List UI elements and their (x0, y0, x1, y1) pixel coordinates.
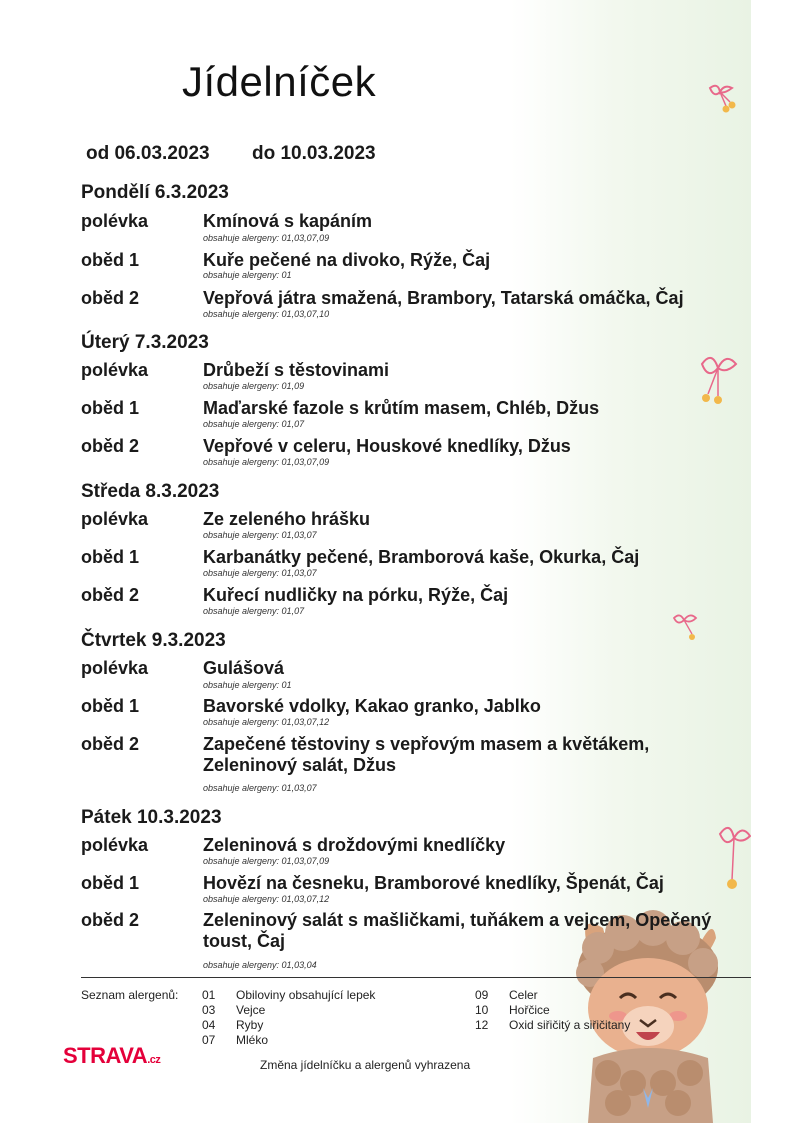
allergen-code: 09 (475, 988, 489, 1002)
meal-label: polévka (81, 509, 149, 529)
day-heading: Úterý 7.3.2023 (81, 332, 209, 353)
logo-brand: STRAVA (63, 1043, 148, 1068)
meal-text: Kuřecí nudličky na pórku, Rýže, Čaj (203, 585, 509, 605)
meal-text: Kmínová s kapáním (203, 211, 373, 231)
meal-text: Karbanátky pečené, Bramborová kaše, Okurka, Čaj (203, 547, 640, 567)
meal-text: Gulášová (203, 658, 285, 678)
meal-text: Kuře pečené na divoko, Rýže, Čaj (203, 250, 491, 270)
meal-label: oběd 1 (81, 873, 140, 893)
allergen-name: Mléko (236, 1033, 269, 1047)
divider (81, 977, 751, 978)
allergen-name: Hořčice (509, 1003, 550, 1017)
meal-allergens: obsahuje alergeny: 01,03,07 (203, 568, 317, 578)
meal-text: Drůbeží s těstovinami (203, 360, 390, 380)
allergen-name: Celer (509, 988, 538, 1002)
day-heading: Středa 8.3.2023 (81, 481, 220, 502)
meal-label: oběd 1 (81, 398, 140, 418)
meal-label: polévka (81, 835, 149, 855)
meal-label: polévka (81, 658, 149, 678)
meal-text: Hovězí na česneku, Bramborové knedlíky, Špenát, Čaj (203, 873, 664, 893)
allergen-name: Oxid siřičitý a siřičitany (509, 1018, 631, 1032)
allergen-legend-title: Seznam alergenů: (81, 988, 179, 1002)
cherry-ribbon-decoration (668, 610, 708, 645)
allergen-code: 07 (202, 1033, 216, 1047)
meal-allergens: obsahuje alergeny: 01,03,07,09 (203, 457, 330, 467)
meal-label: oběd 1 (81, 696, 140, 716)
meal-allergens: obsahuje alergeny: 01,03,07 (203, 530, 317, 540)
meal-allergens: obsahuje alergeny: 01,03,07,12 (203, 717, 330, 727)
allergen-name: Ryby (236, 1018, 264, 1032)
meal-allergens: obsahuje alergeny: 01,07 (203, 606, 305, 616)
meal-label: oběd 2 (81, 585, 140, 605)
meal-allergens: obsahuje alergeny: 01,09 (203, 381, 305, 391)
meal-allergens: obsahuje alergeny: 01,03,07,10 (203, 309, 330, 319)
meal-label: polévka (81, 360, 149, 380)
meal-allergens: obsahuje alergeny: 01,03,07,12 (203, 894, 330, 904)
meal-text: Vepřová játra smažená, Brambory, Tatarská omáčka, Čaj (203, 288, 684, 308)
meal-allergens: obsahuje alergeny: 01 (203, 270, 292, 280)
logo-suffix: .cz (147, 1054, 161, 1066)
cherry-ribbon-decoration (700, 80, 745, 120)
allergen-code: 04 (202, 1018, 216, 1032)
meal-allergens: obsahuje alergeny: 01,03,07,09 (203, 856, 330, 866)
date-range-from: od 06.03.2023 (86, 143, 210, 164)
meal-text: Vepřové v celeru, Houskové knedlíky, Džus (203, 436, 571, 456)
day-heading: Čtvrtek 9.3.2023 (81, 630, 226, 651)
strava-logo (63, 1043, 160, 1069)
allergen-code: 01 (202, 988, 216, 1002)
meal-allergens: obsahuje alergeny: 01 (203, 680, 292, 690)
meal-label: oběd 1 (81, 250, 140, 270)
footer-note: Změna jídelníčku a alergenů vyhrazena (260, 1058, 471, 1072)
allergen-code: 10 (475, 1003, 489, 1017)
day-heading: Pondělí 6.3.2023 (81, 182, 229, 203)
meal-label: oběd 2 (81, 910, 140, 930)
meal-text: Zapečené těstoviny s vepřovým masem a květákem, (203, 734, 650, 754)
allergen-name: Obiloviny obsahující lepek (236, 988, 376, 1002)
meal-text: Zeleninový salát s mašličkami, tuňákem a vejcem, Opečený (203, 910, 712, 930)
meal-text-continued: toust, Čaj (203, 931, 286, 951)
meal-text: Ze zeleného hrášku (203, 509, 371, 529)
meal-label: oběd 2 (81, 288, 140, 308)
meal-label: polévka (81, 211, 149, 231)
meal-allergens: obsahuje alergeny: 01,07 (203, 419, 305, 429)
allergen-code: 12 (475, 1018, 489, 1032)
page-margin (751, 0, 794, 1123)
meal-text-continued: Zeleninový salát, Džus (203, 755, 397, 775)
meal-label: oběd 1 (81, 547, 140, 567)
meal-text: Zeleninová s droždovými knedlíčky (203, 835, 506, 855)
allergen-code: 03 (202, 1003, 216, 1017)
day-heading: Pátek 10.3.2023 (81, 807, 222, 828)
allergen-name: Vejce (236, 1003, 266, 1017)
date-range-to: do 10.03.2023 (252, 143, 376, 164)
meal-allergens: obsahuje alergeny: 01,03,07,09 (203, 233, 330, 243)
page-title: Jídelníček (182, 58, 377, 105)
meal-label: oběd 2 (81, 734, 140, 754)
meal-allergens: obsahuje alergeny: 01,03,07 (203, 783, 317, 793)
meal-label: oběd 2 (81, 436, 140, 456)
meal-text: Bavorské vdolky, Kakao granko, Jablko (203, 696, 541, 716)
meal-allergens: obsahuje alergeny: 01,03,04 (203, 960, 317, 970)
meal-text: Maďarské fazole s krůtím masem, Chléb, Džus (203, 398, 600, 418)
